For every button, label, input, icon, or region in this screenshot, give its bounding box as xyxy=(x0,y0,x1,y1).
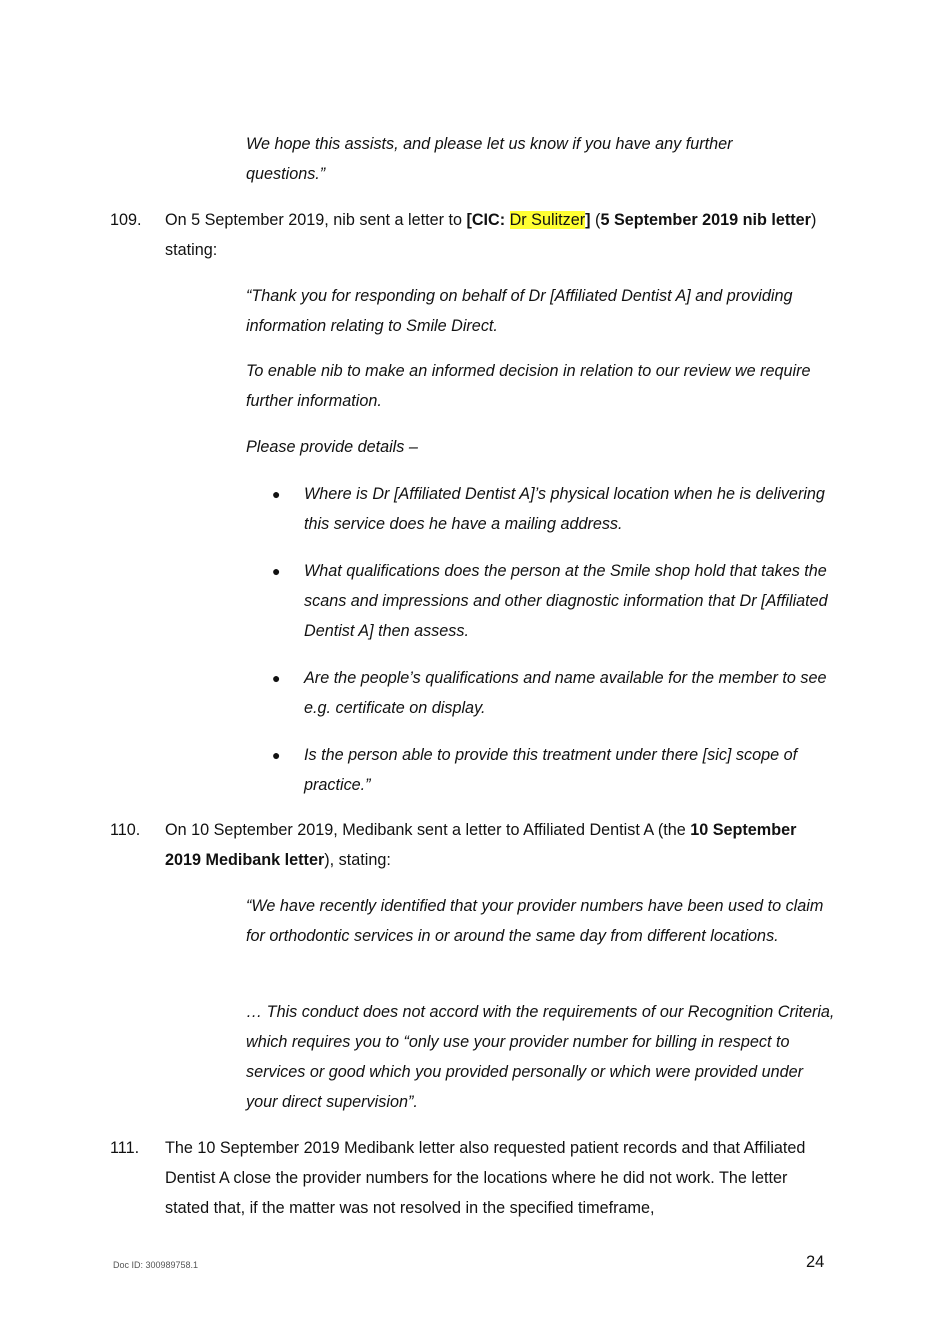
bullet-icon: ● xyxy=(272,563,281,579)
quote-closing-line1: We hope this assists, and please let us know if you have any further xyxy=(246,135,733,153)
defined-term: 10 September 2019 Medibank letter xyxy=(165,821,797,869)
bullet-text: Are the people’s qualifications and name available for the member to see e.g. certificate on display. xyxy=(304,669,827,717)
highlighted-name: Dr Sulitzer xyxy=(509,211,586,229)
bullet-icon: ● xyxy=(272,486,281,502)
paragraph-body xyxy=(165,205,830,265)
paragraph-number: 109. xyxy=(110,211,142,229)
bullet-text: What qualifications does the person at the Smile shop hold that takes the scans and impressions and other diagnostic information that Dr [Affiliated Dentist A] then assess. xyxy=(304,562,828,640)
defined-term: 5 September 2019 nib letter xyxy=(600,211,811,229)
bullet-text: Is the person able to provide this treatment under there [sic] scope of practice.” xyxy=(304,746,798,794)
bullet-icon: ● xyxy=(272,747,281,763)
bullet-icon: ● xyxy=(272,670,281,686)
paragraph-109 xyxy=(110,205,830,265)
bold-run: ] xyxy=(585,211,591,229)
quote-109-p2: To enable nib to make an informed decision in relation to our review we require further information. xyxy=(246,362,811,410)
bullet-item xyxy=(272,479,832,539)
bullet-text: Where is Dr [Affiliated Dentist A]’s physical location when he is delivering this service does he have a mailing address. xyxy=(304,485,825,533)
document-id: Doc ID: 300989758.1 xyxy=(113,1260,199,1270)
quote-110-p1: “We have recently identified that your provider numbers have been used to claim for orthodontic services in or around the same day from different locations. xyxy=(246,897,824,945)
quote-closing xyxy=(246,129,836,189)
paragraph-number: 111. xyxy=(110,1139,140,1157)
quote-109-p1: “Thank you for responding on behalf of Dr [Affiliated Dentist A] and providing information relating to Smile Direct. xyxy=(246,287,793,335)
paragraph-body xyxy=(165,815,830,875)
paragraph-number: 110. xyxy=(110,821,141,839)
paragraph-110 xyxy=(110,815,830,875)
quote-closing-line2: questions.” xyxy=(246,165,326,183)
text-run: ( xyxy=(590,211,601,229)
quote-109-p3: Please provide details – xyxy=(246,438,418,456)
text-run: ) stating: xyxy=(165,211,817,259)
text-run: ), stating: xyxy=(324,851,391,869)
text-run: On 5 September 2019, nib sent a letter to xyxy=(165,211,467,229)
bold-run: [CIC: xyxy=(466,211,510,229)
bullet-item xyxy=(272,740,832,800)
text-run: On 10 September 2019, Medibank sent a letter to Affiliated Dentist A (the xyxy=(165,821,691,839)
bullet-item xyxy=(272,556,832,646)
paragraph-body: The 10 September 2019 Medibank letter also requested patient records and that Affiliated Dentist A close the provider numbers for the locations where he did not work. The letter stated that, if the matter was not resolved in the specified timeframe, xyxy=(165,1139,806,1217)
page-number: 24 xyxy=(806,1253,825,1271)
bullet-item xyxy=(272,663,832,723)
quote-110-p2: … This conduct does not accord with the requirements of our Recognition Criteria, which requires you to “only use your provider number for billing in respect to services or good which you provided personally or which were provided under your direct supervision”. xyxy=(246,1003,835,1111)
paragraph-111 xyxy=(110,1133,830,1223)
